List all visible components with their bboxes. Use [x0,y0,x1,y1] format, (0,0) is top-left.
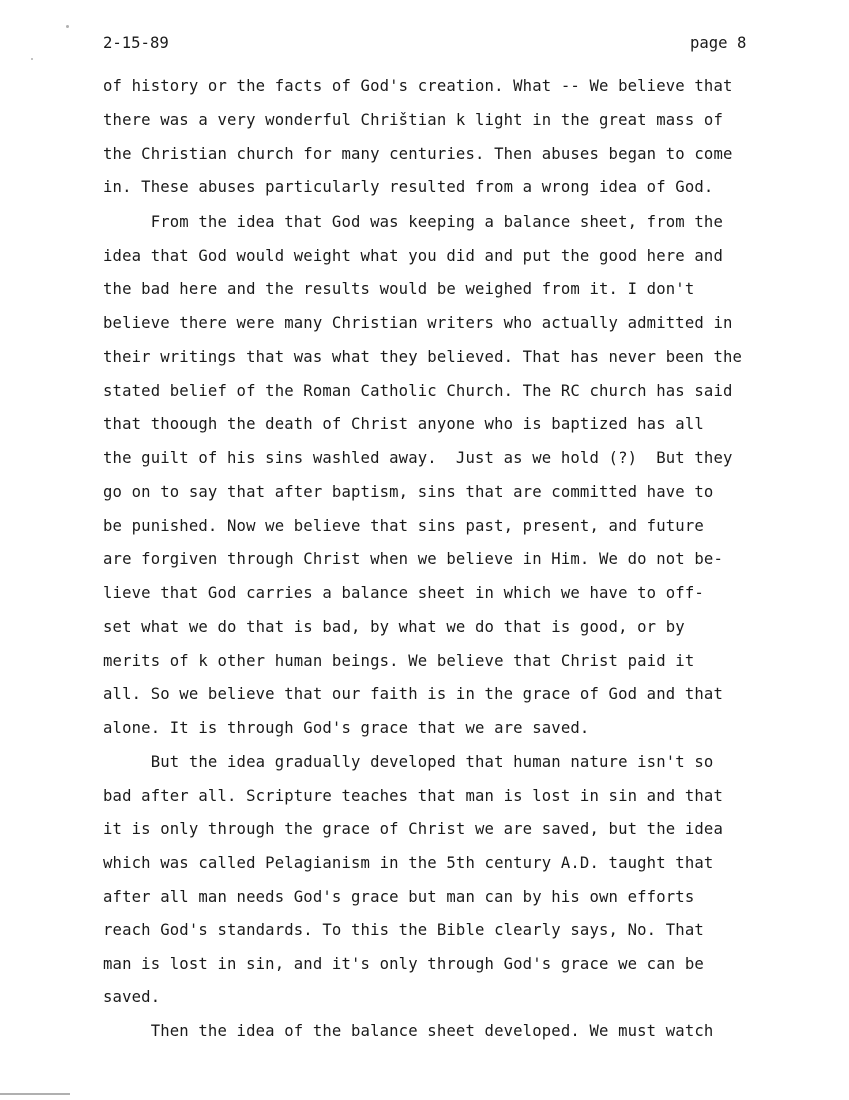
body-line: it is only through the grace of Christ we are saved, but the idea [103,820,723,838]
body-line: be punished. Now we believe that sins past, present, and future [103,517,704,535]
body-line: believe there were many Christian writers who actually admitted in [103,314,733,332]
body-line: go on to say that after baptism, sins that are committed have to [103,483,714,501]
page-date: 2-15-89 [103,34,169,52]
scan-edge-mark [0,1093,70,1095]
body-line: But the idea gradually developed that human nature isn't so [103,753,714,771]
body-line: their writings that was what they believed. That has never been the [103,348,743,366]
body-line: lieve that God carries a balance sheet in which we have to off- [103,584,704,602]
body-line: set what we do that is bad, by what we do that is good, or by [103,618,685,636]
scan-speck [66,25,69,28]
body-line: merits of k other human beings. We believe that Christ paid it [103,652,695,670]
page-number: page 8 [690,34,747,52]
body-line: in. These abuses particularly resulted from a wrong idea of God. [103,178,714,196]
body-line: bad after all. Scripture teaches that man is lost in sin and that [103,787,723,805]
body-line: which was called Pelagianism in the 5th century A.D. taught that [103,854,714,872]
scan-speck [31,58,33,60]
body-line: after all man needs God's grace but man can by his own efforts [103,888,695,906]
body-line: the Christian church for many centuries. Then abuses began to come [103,145,733,163]
body-line: man is lost in sin, and it's only through God's grace we can be [103,955,704,973]
body-line: Then the idea of the balance sheet developed. We must watch [103,1022,714,1040]
body-line: are forgiven through Christ when we believe in Him. We do not be- [103,550,723,568]
body-line: idea that God would weight what you did and put the good here and [103,247,723,265]
body-line: From the idea that God was keeping a balance sheet, from the [103,213,723,231]
body-line: there was a very wonderful Chrištian k light in the great mass of [103,111,723,129]
body-line: alone. It is through God's grace that we are saved. [103,719,590,737]
body-line: that thoough the death of Christ anyone who is baptized has all [103,415,704,433]
body-line: stated belief of the Roman Catholic Church. The RC church has said [103,382,733,400]
body-line: the guilt of his sins washled away. Just as we hold (?) But they [103,449,733,467]
body-line: the bad here and the results would be weighed from it. I don't [103,280,695,298]
body-line: all. So we believe that our faith is in the grace of God and that [103,685,723,703]
body-line: reach God's standards. To this the Bible clearly says, No. That [103,921,704,939]
body-line: saved. [103,988,161,1006]
body-line: of history or the facts of God's creation. What -- We believe that [103,77,733,95]
